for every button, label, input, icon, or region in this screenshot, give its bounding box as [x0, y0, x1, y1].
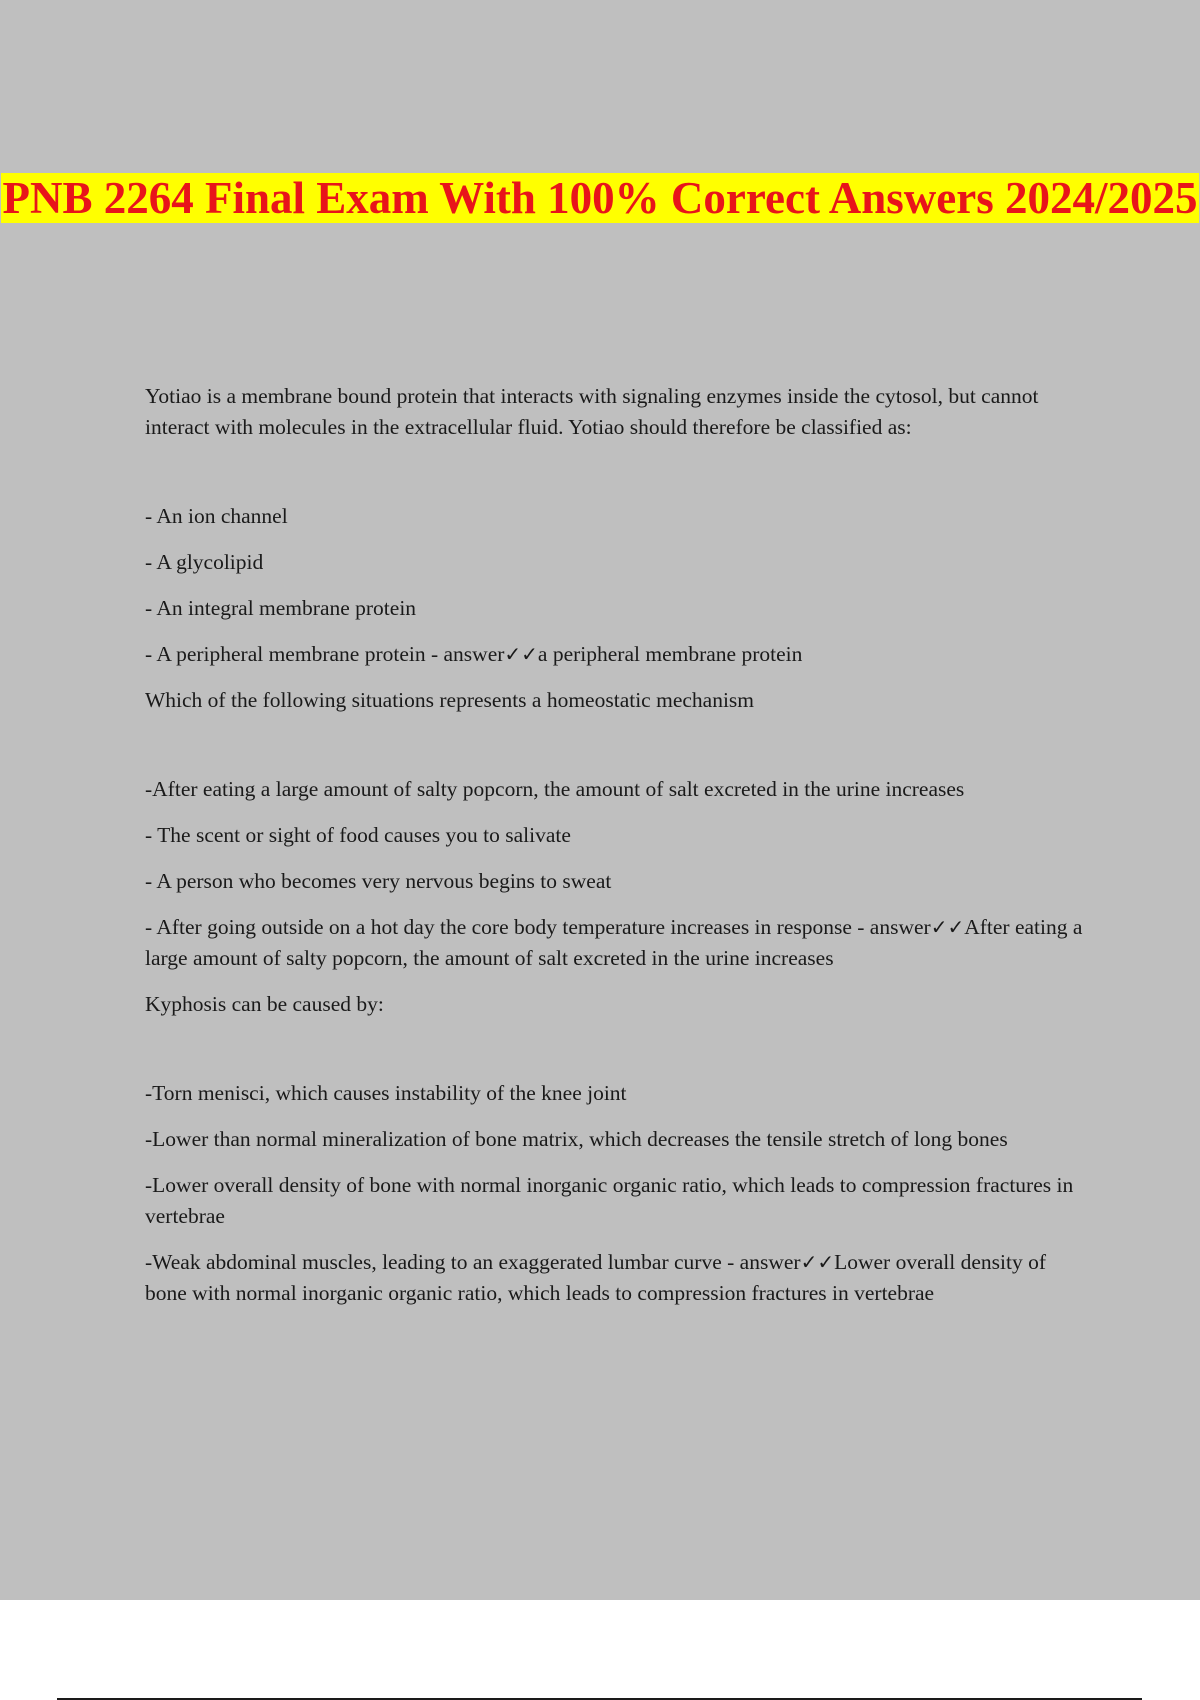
- spacer: [145, 716, 1085, 774]
- spacer: [145, 443, 1085, 501]
- question-1-prompt: Yotiao is a membrane bound protein that interacts with signaling enzymes inside the cytosol, but cannot interact with molecules in the extracellular fluid. Yotiao should therefore be classified as:: [145, 384, 1039, 439]
- question-1-option-2: - A glycolipid: [145, 550, 264, 574]
- question-3-option-2: -Lower than normal mineralization of bone matrix, which decreases the tensile stretch of long bones: [145, 1127, 1008, 1151]
- option-text: - A peripheral membrane protein - answer: [145, 642, 505, 666]
- question-1-option-3: - An integral membrane protein: [145, 596, 417, 620]
- check-mark-icon: ✓✓: [930, 915, 965, 939]
- question-2-option-3: - A person who becomes very nervous begins to sweat: [145, 869, 612, 893]
- answer-text: Lower overall density of bone with normal inorganic organic ratio, which leads to compression fractures in vertebrae: [145, 1250, 1047, 1305]
- question-1-option-1: - An ion channel: [145, 504, 288, 528]
- question-3-option-3: -Lower overall density of bone with normal inorganic organic ratio, which leads to compression fractures in vertebrae: [145, 1173, 1074, 1228]
- title-container: [0, 168, 1200, 229]
- question-3-prompt: Kyphosis can be caused by:: [145, 992, 384, 1016]
- document-body: [145, 381, 1085, 1324]
- spacer: [145, 1020, 1085, 1078]
- question-3-option-4-with-answer: [145, 1247, 1085, 1309]
- check-mark-icon: ✓✓: [504, 642, 538, 666]
- question-2-prompt: Which of the following situations represents a homeostatic mechanism: [145, 688, 755, 712]
- question-3-option-1: -Torn menisci, which causes instability of the knee joint: [145, 1081, 627, 1105]
- question-1-option-4-with-answer: [145, 639, 1085, 670]
- option-text: - After going outside on a hot day the core body temperature increases in response - answer: [145, 915, 931, 939]
- question-2-option-2: - The scent or sight of food causes you to salivate: [145, 823, 571, 847]
- option-text: -Weak abdominal muscles, leading to an exaggerated lumbar curve - answer: [145, 1250, 801, 1274]
- answer-text: a peripheral membrane protein: [537, 642, 803, 666]
- question-2-option-1: -After eating a large amount of salty popcorn, the amount of salt excreted in the urine increases: [145, 777, 965, 801]
- check-mark-icon: ✓✓: [800, 1250, 835, 1274]
- question-2-option-4-with-answer: [145, 912, 1085, 974]
- document-title: PNB 2264 Final Exam With 100% Correct Answers 2024/2025: [2, 173, 1198, 223]
- answer-text: After eating a large amount of salty popcorn, the amount of salt excreted in the urine increases: [145, 915, 1083, 970]
